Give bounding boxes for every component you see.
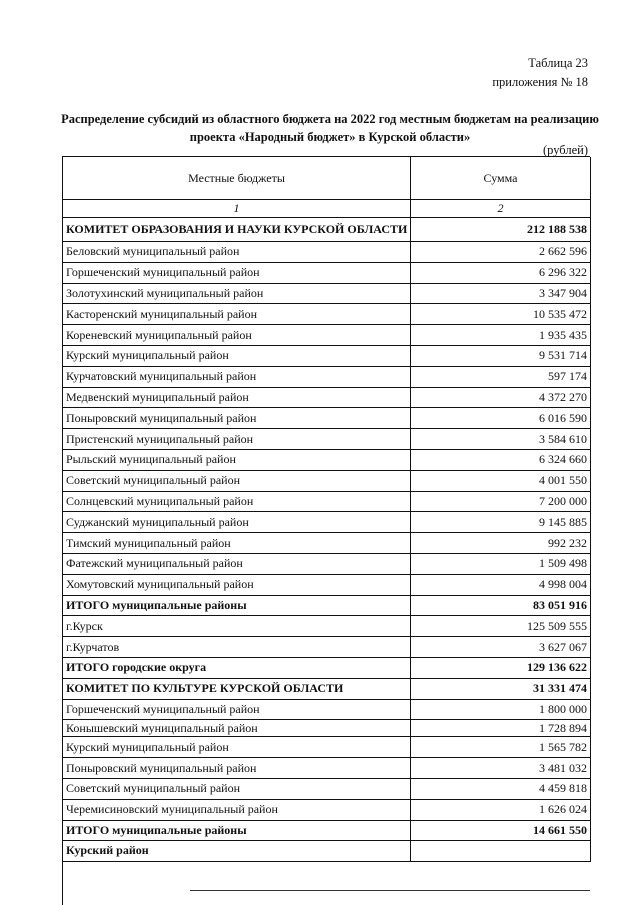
table-row-value: 1 800 000: [411, 700, 591, 721]
table-row-name: Конышевский муниципальный район: [63, 720, 411, 737]
table-row-name: Курский район: [63, 841, 411, 862]
table-row-value: 212 188 538: [411, 218, 591, 242]
table-row-value: 1 728 894: [411, 720, 591, 737]
document-title: Распределение субсидий из областного бюджета на 2022 год местным бюджетам на реализацию проекта «Народный бюджет» в Курской области»: [61, 112, 599, 144]
table-row-value: 4 372 270: [411, 388, 591, 409]
table-row-name: Советский муниципальный район: [63, 779, 411, 800]
table-row-name: ИТОГО муниципальные районы: [63, 821, 411, 842]
table-row-name: Тимский муниципальный район: [63, 533, 411, 554]
table-row-value: 3 481 032: [411, 758, 591, 779]
table-row-name: КОМИТЕТ ОБРАЗОВАНИЯ И НАУКИ КУРСКОЙ ОБЛАСТИ: [63, 218, 411, 242]
table-row-name: Пристенский муниципальный район: [63, 429, 411, 450]
table-row-value: 14 661 550: [411, 821, 591, 842]
table-row-value: 4 998 004: [411, 575, 591, 596]
table-row-value: 2 662 596: [411, 242, 591, 263]
table-row-value: 3 627 067: [411, 637, 591, 658]
table-row-value: 597 174: [411, 367, 591, 388]
appendix-label: приложения № 18: [492, 75, 588, 89]
table-row-value: 125 509 555: [411, 616, 591, 637]
table-row-value: 9 145 885: [411, 512, 591, 533]
table-row-value: 992 232: [411, 533, 591, 554]
table-row-value: 1 509 498: [411, 554, 591, 575]
table-row-value: 1 626 024: [411, 800, 591, 821]
column-header-budgets: Местные бюджеты: [63, 157, 411, 200]
page-bottom-rule: [190, 890, 590, 891]
table-row-value: 4 459 818: [411, 779, 591, 800]
table-row-name: Касторенский муниципальный район: [63, 304, 411, 325]
table-row-value: 83 051 916: [411, 596, 591, 617]
table-row-value: 1 565 782: [411, 737, 591, 758]
table-row-value: 6 324 660: [411, 450, 591, 471]
table-row-value: 3 347 904: [411, 284, 591, 305]
table-row-name: г.Курск: [63, 616, 411, 637]
table-row-name: Беловский муниципальный район: [63, 242, 411, 263]
table-row-name: ИТОГО городские округа: [63, 658, 411, 679]
table-row-name: Горшеченский муниципальный район: [63, 263, 411, 284]
column-number-2: 2: [411, 200, 591, 218]
table-row-value: 10 535 472: [411, 304, 591, 325]
table-row-name: Солнцевский муниципальный район: [63, 492, 411, 513]
table-row-name: ИТОГО муниципальные районы: [63, 596, 411, 617]
table-row-value: 6 296 322: [411, 263, 591, 284]
table-row-name: Суджанский муниципальный район: [63, 512, 411, 533]
table-row-name: Горшеченский муниципальный район: [63, 700, 411, 721]
table-row-value: 6 016 590: [411, 408, 591, 429]
table-row-value: 31 331 474: [411, 679, 591, 700]
table-row-value: 4 001 550: [411, 471, 591, 492]
table-row-name: Поныровский муниципальный район: [63, 408, 411, 429]
table-row-value: 7 200 000: [411, 492, 591, 513]
table-row-name: КОМИТЕТ ПО КУЛЬТУРЕ КУРСКОЙ ОБЛАСТИ: [63, 679, 411, 700]
table-row-value: 3 584 610: [411, 429, 591, 450]
table-number: Таблица 23: [528, 56, 588, 70]
table-row-name: Курский муниципальный район: [63, 346, 411, 367]
budget-table: [62, 156, 590, 905]
table-row-value: [411, 841, 591, 862]
table-row-name: Медвенский муниципальный район: [63, 388, 411, 409]
column-number-1: 1: [63, 200, 411, 218]
table-row-name: Советский муниципальный район: [63, 471, 411, 492]
units-label: (рублей): [542, 143, 588, 157]
table-row-name: Хомутовский муниципальный район: [63, 575, 411, 596]
table-row-name: Поныровский муниципальный район: [63, 758, 411, 779]
table-row-name: г.Курчатов: [63, 637, 411, 658]
table-row-name: Кореневский муниципальный район: [63, 325, 411, 346]
table-row-name: Золотухинский муниципальный район: [63, 284, 411, 305]
table-row-value: 9 531 714: [411, 346, 591, 367]
table-row-name: Курчатовский муниципальный район: [63, 367, 411, 388]
table-row-value: 1 935 435: [411, 325, 591, 346]
table-row-name: Фатежский муниципальный район: [63, 554, 411, 575]
table-row-value: 129 136 622: [411, 658, 591, 679]
table-row-name: Курский муниципальный район: [63, 737, 411, 758]
table-row-name: Черемисиновский муниципальный район: [63, 800, 411, 821]
table-row-name: Рыльский муниципальный район: [63, 450, 411, 471]
column-header-sum: Сумма: [411, 157, 591, 200]
